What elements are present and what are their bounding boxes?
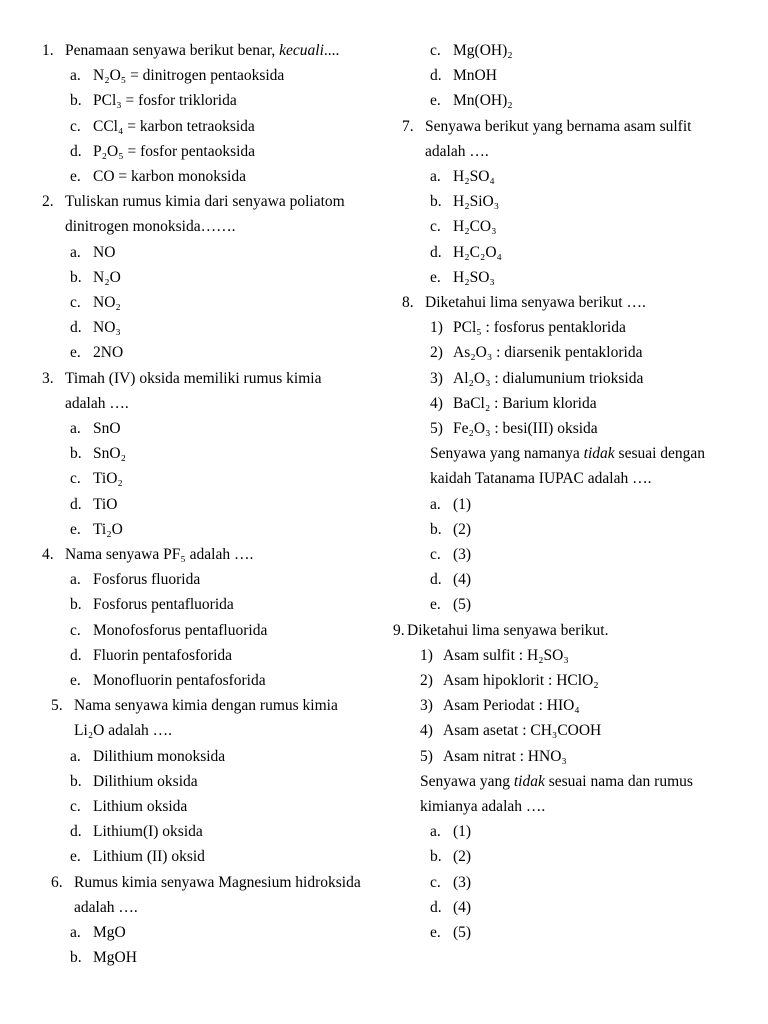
option-letter: a.: [70, 243, 81, 261]
q3-option-b: [70, 444, 126, 464]
q2-option-a: [70, 243, 115, 263]
option-letter: a.: [70, 924, 81, 941]
q5-prompt: [51, 696, 338, 716]
option-text: Lithium oksida: [93, 798, 188, 815]
q4-option-e: [70, 671, 266, 691]
prompt-text: ....: [323, 42, 340, 59]
q9-question-continued: [420, 797, 545, 817]
q1-option-c: [70, 117, 255, 137]
option-text: TiO: [93, 495, 118, 513]
q2-prompt-continued: [65, 217, 236, 237]
prompt-text: adalah ….: [74, 898, 138, 916]
question-text: Senyawa yang: [420, 772, 514, 790]
option-letter: c.: [430, 218, 441, 236]
option-text: N₂O: [93, 268, 121, 286]
prompt-text: Li₂O adalah ….: [74, 722, 172, 740]
prompt-text: Nama senyawa kimia dengan rumus kimia: [74, 697, 338, 715]
q9-item-1: [420, 646, 569, 666]
option-text: H₂SO₃: [453, 268, 495, 286]
prompt-text: adalah ….: [65, 394, 129, 412]
option-text: H₂CO₃: [453, 218, 497, 236]
q9-question: [420, 772, 693, 792]
prompt-text: dinitrogen monoksida…….: [65, 218, 236, 236]
q2-prompt: [42, 192, 345, 212]
prompt-text: Diketahui lima senyawa berikut.: [407, 621, 609, 639]
q7-option-a: [430, 167, 495, 187]
option-text: CO = karbon monoksida: [93, 168, 246, 185]
prompt-text: Senyawa berikut yang bernama asam sulfit: [425, 117, 692, 135]
q4-option-c: [70, 621, 267, 641]
q9-item-2: [420, 671, 599, 691]
q8-question-continued: [430, 469, 651, 489]
item-text: As₂O₃ : diarsenik pentaklorida: [453, 344, 643, 362]
option-letter: e.: [70, 344, 81, 362]
option-letter: d.: [70, 495, 82, 513]
option-letter: b.: [70, 949, 82, 967]
q3-option-d: [70, 495, 117, 515]
option-letter: b.: [70, 772, 82, 790]
option-letter: a.: [70, 747, 81, 765]
option-letter: e.: [70, 168, 81, 185]
q1-option-e: [70, 167, 246, 187]
q9-option-c: [430, 873, 471, 893]
option-text: (5): [453, 924, 472, 941]
option-text: P₂O₅ = fosfor pentaoksida: [93, 142, 256, 160]
option-letter: e.: [430, 92, 441, 110]
item-text: PCl₅ : fosforus pentaklorida: [453, 319, 626, 337]
item-label: 3): [420, 697, 433, 715]
q9-option-d: [430, 898, 471, 918]
option-letter: b.: [430, 848, 442, 866]
q3-option-e: [70, 520, 123, 540]
q1-option-b: [70, 91, 237, 111]
item-label: 3): [430, 369, 443, 387]
option-letter: a.: [70, 571, 81, 589]
q6-option-b: [70, 948, 137, 968]
option-text: (2): [453, 520, 472, 538]
option-letter: a.: [70, 420, 81, 437]
item-label: 5): [430, 420, 443, 437]
option-text: Dilithium monoksida: [93, 747, 226, 765]
q4-prompt: [42, 545, 253, 565]
option-text: (2): [453, 848, 472, 866]
option-letter: d.: [430, 898, 442, 916]
q8-option-e: [430, 595, 471, 615]
option-text: Lithium (II) oksid: [93, 848, 205, 866]
q8-question: [430, 444, 705, 464]
item-label: 4): [430, 394, 443, 412]
q7-option-b: [430, 192, 499, 212]
question-number: 7.: [402, 117, 414, 135]
q6-prompt: [51, 873, 361, 893]
option-text: (3): [453, 873, 472, 891]
q9-option-a: [430, 822, 471, 842]
option-text: H₂SiO₃: [453, 193, 500, 211]
q9-item-4: [420, 721, 601, 741]
question-text: kaidah Tatanama IUPAC adalah ….: [430, 470, 652, 488]
prompt-text: Penamaan senyawa berikut benar,: [65, 42, 280, 59]
option-text: (4): [453, 898, 472, 916]
option-text: CCl₄ = karbon tetraoksida: [93, 117, 255, 135]
option-letter: c.: [70, 798, 81, 815]
q5-option-b: [70, 772, 198, 792]
option-letter: b.: [70, 92, 82, 110]
option-text: Fluorin pentafosforida: [93, 646, 233, 664]
item-text: Asam sulfit : H₂SO₃: [443, 646, 569, 664]
option-text: (1): [453, 495, 472, 513]
question-number: 3.: [42, 369, 54, 387]
item-text: Asam hipoklorit : HClO₂: [443, 672, 599, 689]
option-text: SnO: [93, 420, 121, 437]
option-text: H₂SO₄: [453, 168, 495, 185]
q8-prompt: [402, 293, 646, 313]
q6-option-e: [430, 91, 513, 111]
option-text: N₂O₅ = dinitrogen pentaoksida: [93, 67, 285, 85]
q4-option-a: [70, 570, 200, 590]
option-letter: c.: [70, 294, 81, 311]
option-letter: d.: [70, 142, 82, 160]
q9-prompt: [393, 621, 608, 641]
q9-option-e: [430, 923, 471, 943]
q5-option-c: [70, 797, 187, 817]
option-text: Ti₂O: [93, 520, 123, 538]
q2-option-d: [70, 318, 121, 338]
option-letter: a.: [430, 495, 441, 513]
option-letter: e.: [70, 848, 81, 866]
option-letter: e.: [430, 268, 441, 286]
option-letter: e.: [70, 520, 81, 538]
option-letter: d.: [430, 67, 442, 85]
option-letter: e.: [70, 672, 81, 689]
item-label: 4): [420, 722, 433, 740]
option-letter: c.: [70, 117, 81, 135]
option-text: NO₂: [93, 294, 121, 311]
q6-option-c: [430, 41, 513, 61]
item-text: Fe₂O₃ : besi(III) oksida: [453, 420, 598, 437]
option-letter: c.: [430, 546, 441, 563]
q6-option-a: [70, 923, 126, 943]
q3-option-a: [70, 419, 121, 439]
q1-prompt: [42, 41, 339, 61]
q6-prompt-continued: [74, 898, 138, 918]
option-text: (4): [453, 571, 472, 589]
question-emphasis: tidak: [583, 445, 615, 463]
option-letter: a.: [430, 823, 441, 841]
option-letter: c.: [430, 873, 441, 891]
option-text: NO: [93, 243, 116, 261]
option-text: Lithium(I) oksida: [93, 823, 203, 841]
option-letter: b.: [70, 445, 82, 463]
item-text: BaCl₂ : Barium klorida: [453, 394, 597, 412]
q5-option-a: [70, 747, 225, 767]
prompt-text: adalah ….: [425, 142, 489, 160]
item-label: 1): [420, 646, 433, 664]
item-text: Asam nitrat : HNO₃: [443, 747, 567, 765]
prompt-text: Diketahui lima senyawa berikut ….: [425, 294, 646, 311]
item-label: 1): [430, 319, 443, 337]
option-text: Mg(OH)₂: [453, 42, 513, 59]
item-text: Al₂O₃ : dialumunium trioksida: [453, 369, 644, 387]
q9-item-5: [420, 747, 567, 767]
question-text: kimianya adalah ….: [420, 798, 546, 815]
option-text: (3): [453, 546, 472, 563]
q4-option-d: [70, 646, 232, 666]
q8-option-a: [430, 495, 471, 515]
q6-option-d: [430, 66, 497, 86]
question-number: 1.: [42, 42, 54, 59]
option-text: (1): [453, 823, 472, 841]
q5-prompt-continued: [74, 721, 172, 741]
q5-option-d: [70, 822, 203, 842]
q8-item-2: [430, 343, 642, 363]
item-label: 2): [420, 672, 433, 689]
q8-option-c: [430, 545, 471, 565]
item-label: 5): [420, 747, 433, 765]
question-number: 6.: [51, 873, 63, 891]
q9-option-b: [430, 847, 471, 867]
option-letter: e.: [430, 924, 441, 941]
question-text: sesuai dengan: [614, 445, 706, 463]
prompt-text: Tuliskan rumus kimia dari senyawa poliatom: [65, 193, 345, 211]
q8-option-d: [430, 570, 471, 590]
prompt-emphasis: kecuali: [279, 42, 324, 59]
question-text: Senyawa yang namanya: [430, 445, 584, 463]
q8-option-b: [430, 520, 471, 540]
option-letter: d.: [430, 243, 442, 261]
option-text: PCl₃ = fosfor triklorida: [93, 92, 237, 110]
q4-option-b: [70, 595, 234, 615]
option-letter: c.: [430, 42, 441, 59]
q7-option-d: [430, 243, 502, 263]
option-text: TiO₂: [93, 470, 123, 488]
option-text: MgOH: [93, 949, 137, 967]
option-letter: b.: [70, 268, 82, 286]
option-text: NO₃: [93, 319, 121, 337]
option-letter: e.: [430, 596, 441, 614]
q7-prompt: [402, 117, 691, 137]
q2-option-b: [70, 268, 121, 288]
question-number: 9.: [393, 621, 405, 639]
question-number: 5.: [51, 697, 63, 715]
q8-item-4: [430, 394, 597, 414]
q2-option-e: [70, 343, 123, 363]
option-letter: a.: [70, 67, 81, 85]
question-number: 8.: [402, 294, 414, 311]
option-letter: b.: [70, 596, 82, 614]
q2-option-c: [70, 293, 121, 313]
prompt-text: Timah (IV) oksida memiliki rumus kimia: [65, 369, 322, 387]
option-text: Mn(OH)₂: [453, 92, 513, 110]
option-letter: b.: [430, 520, 442, 538]
option-text: Monofosforus pentafluorida: [93, 621, 268, 639]
q3-prompt: [42, 369, 321, 389]
question-number: 4.: [42, 546, 54, 563]
q9-item-3: [420, 696, 580, 716]
prompt-text: Rumus kimia senyawa Magnesium hidroksida: [74, 873, 361, 891]
option-text: (5): [453, 596, 472, 614]
option-text: 2NO: [93, 344, 124, 362]
option-text: MgO: [93, 924, 126, 941]
q7-option-c: [430, 217, 497, 237]
option-text: MnOH: [453, 67, 497, 85]
q8-item-1: [430, 318, 626, 338]
q8-item-5: [430, 419, 598, 439]
q1-option-d: [70, 142, 255, 162]
option-letter: c.: [70, 470, 81, 488]
item-label: 2): [430, 344, 443, 362]
option-letter: d.: [70, 823, 82, 841]
question-number: 2.: [42, 193, 54, 211]
option-text: Fosforus fluorida: [93, 571, 201, 589]
option-letter: d.: [70, 646, 82, 664]
item-text: Asam Periodat : HIO₄: [443, 697, 580, 715]
q3-prompt-continued: [65, 394, 129, 414]
option-letter: c.: [70, 621, 81, 639]
option-letter: a.: [430, 168, 441, 185]
q1-option-a: [70, 66, 284, 86]
option-text: SnO₂: [93, 445, 126, 463]
q7-option-e: [430, 268, 495, 288]
option-letter: d.: [70, 319, 82, 337]
option-text: Monofluorin pentafosforida: [93, 672, 266, 689]
prompt-text: Nama senyawa PF₅ adalah ….: [65, 546, 254, 563]
option-letter: b.: [430, 193, 442, 211]
q5-option-e: [70, 847, 205, 867]
q3-option-c: [70, 469, 123, 489]
item-text: Asam asetat : CH₃COOH: [443, 722, 602, 740]
question-text: sesuai nama dan rumus: [544, 772, 693, 790]
option-text: Dilithium oksida: [93, 772, 198, 790]
option-letter: d.: [430, 571, 442, 589]
q7-prompt-continued: [425, 142, 489, 162]
q8-item-3: [430, 369, 643, 389]
question-emphasis: tidak: [513, 772, 545, 790]
option-text: H₂C₂O₄: [453, 243, 502, 261]
option-text: Fosforus pentafluorida: [93, 596, 234, 614]
